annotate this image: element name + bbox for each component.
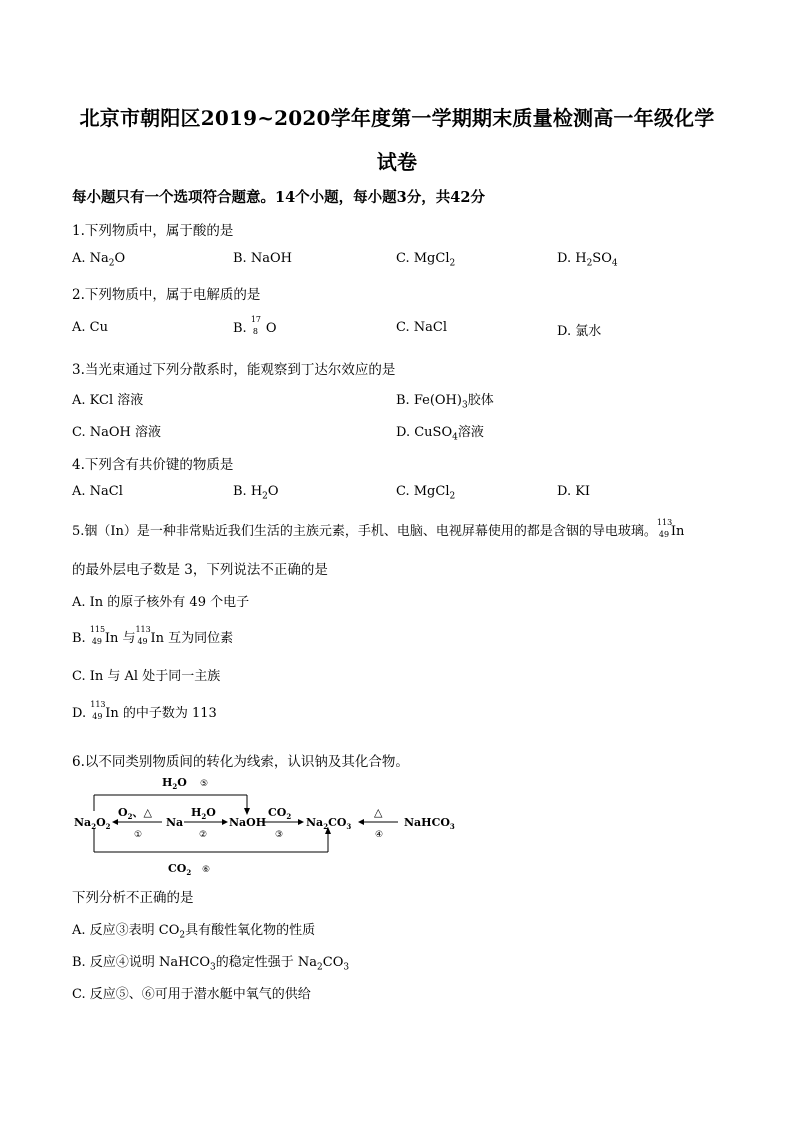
arrow-1-head [112, 819, 118, 825]
species-naoh: NaOH [229, 816, 267, 829]
reaction-2-number: ② [199, 830, 208, 840]
reaction-1-label: $O_2$、△ [118, 806, 152, 821]
question-1-stem: 1.下列物质中，属于酸的是 [72, 223, 234, 239]
reaction-5-label: $H_2O$ [162, 776, 187, 791]
reaction-5-number: ⑤ [200, 779, 209, 789]
q1-option-a: A. $Na_2O$ [72, 251, 126, 269]
isotope-notation: 113 49 [90, 700, 106, 721]
isotope-notation: 115 49 [89, 625, 106, 646]
q6-option-b: B. 反应④说明 NaHCO$_3$的稳定性强于 $Na_2CO_3$ [72, 955, 350, 973]
q3-option-b: B. $Fe(OH)_3$胶体 [396, 393, 494, 411]
q2-option-d: D. 氯水 [557, 324, 602, 339]
q4-option-b: B. $H_2O$ [233, 484, 279, 502]
section-instructions: 每小题只有一个选项符合题意。14个小题，每小题3分，共42分 [72, 189, 485, 206]
isotope-notation: 113 49 [135, 625, 151, 646]
question-4-stem: 4.下列含有共价键的物质是 [72, 457, 234, 473]
question-6-stem: 6.以不同类别物质间的转化为线索，认识钠及其化合物。 [72, 754, 409, 770]
isotope-notation: 17 8 [250, 315, 262, 336]
question-5-stem-line1: 5.铟（In）是一种非常贴近我们生活的主族元素，手机、电脑、电视屏幕使用的都是含铟的导电玻璃。 113 49 In [72, 518, 685, 539]
q6-option-c: C. 反应⑤、⑥可用于潜水艇中氧气的供给 [72, 987, 311, 1002]
arrow-2-head [222, 819, 228, 825]
q5-option-c: C. In 与 Al 处于同一主族 [72, 669, 221, 684]
reaction-6-label: $CO_2$ [168, 862, 192, 877]
isotope-notation: 113 49 [656, 518, 673, 539]
q3-option-c: C. NaOH 溶液 [72, 425, 162, 440]
species-na2o2: $Na_2O_2$ [74, 816, 111, 831]
exam-title-line2: 试卷 [376, 150, 418, 174]
sodium-conversion-diagram [72, 770, 462, 880]
q1-option-b: B. NaOH [233, 251, 292, 266]
q1-option-d: D. $H_2SO_4$ [557, 251, 618, 269]
q5-option-d: D. 113 49 In 的中子数为 113 [72, 700, 217, 721]
q1-option-c: C. MgCl$_2$ [396, 251, 456, 269]
q5-option-a: A. In 的原子核外有 49 个电子 [72, 595, 250, 610]
reaction-6-number: ⑥ [202, 865, 211, 875]
q5-option-b: B. 115 49 In 与 113 49 In 互为同位素 [72, 625, 234, 646]
arrow-3-head [298, 819, 304, 825]
q2-option-b: B. 17 8 O [233, 315, 277, 336]
question-6-analysis: 下列分析不正确的是 [72, 890, 194, 906]
species-nahco3: NaHCO$_3$ [404, 816, 455, 831]
q2-option-a: A. Cu [72, 320, 108, 335]
q3-option-d: D. CuSO$_4$溶液 [396, 425, 484, 443]
arrow-5-head [244, 808, 250, 815]
question-3-stem: 3.当光束通过下列分散系时，能观察到丁达尔效应的是 [72, 362, 396, 378]
reaction-4-label: △ [374, 806, 383, 819]
reaction-2-label: $H_2O$ [191, 806, 216, 821]
species-na: Na [166, 816, 184, 829]
q4-option-d: D. KI [557, 484, 591, 499]
reaction-3-number: ③ [275, 830, 284, 840]
species-na2co3: $Na_2CO_3$ [306, 816, 352, 831]
q4-option-a: A. NaCl [72, 484, 123, 499]
arrow-4-head [358, 819, 364, 825]
q3-option-a: A. KCl 溶液 [72, 393, 144, 408]
reaction-4-number: ④ [375, 830, 384, 840]
q2-option-c: C. NaCl [396, 320, 447, 335]
question-5-stem-line2: 的最外层电子数是 3，下列说法不正确的是 [72, 562, 328, 578]
exam-title-line1: 北京市朝阳区2019~2020学年度第一学期期末质量检测高一年级化学 [79, 106, 715, 130]
reaction-1-number: ① [134, 830, 143, 840]
question-2-stem: 2.下列物质中，属于电解质的是 [72, 287, 261, 303]
q6-option-a: A. 反应③表明 $CO_2$具有酸性氧化物的性质 [72, 923, 316, 941]
q4-option-c: C. MgCl$_2$ [396, 484, 456, 502]
reaction-3-label: $CO_2$ [268, 806, 292, 821]
